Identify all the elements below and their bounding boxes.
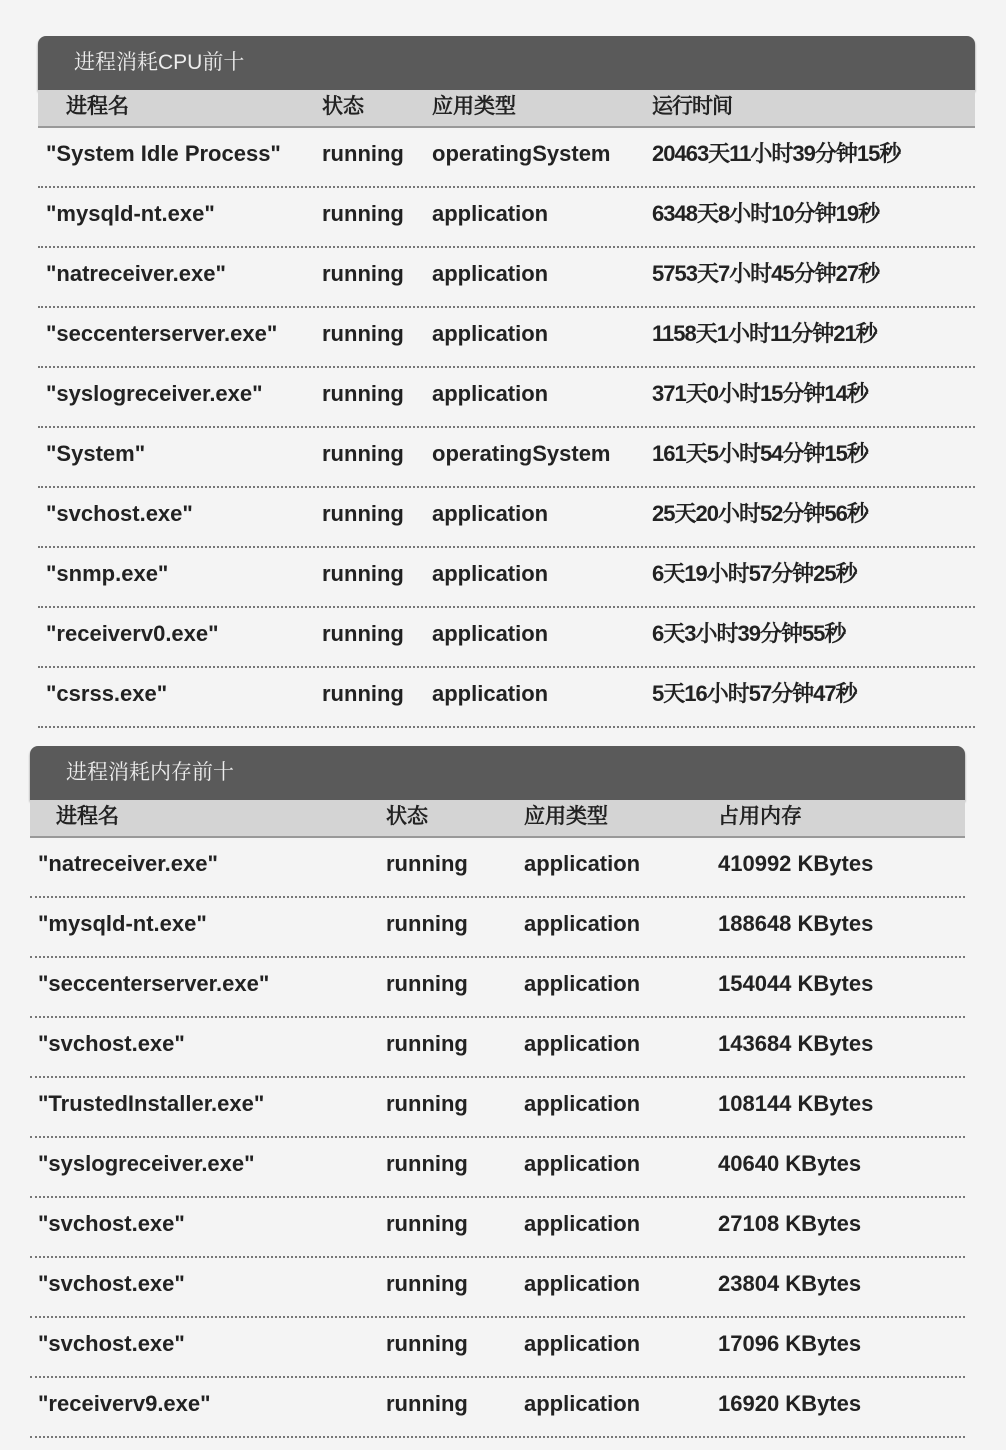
memory-top10-panel: [30, 746, 965, 1438]
cell-value: 410992 KBytes: [718, 851, 874, 876]
cell-process-name: "seccenterserver.exe": [38, 971, 270, 996]
cell-status: running: [322, 321, 404, 346]
table-row: [38, 308, 975, 368]
cell-process-name: "receiverv0.exe": [46, 621, 219, 646]
table-row: [38, 608, 975, 668]
table-body: [30, 838, 965, 1438]
cell-status: running: [322, 501, 404, 526]
table-row: [38, 128, 975, 188]
cell-process-name: "svchost.exe": [38, 1331, 185, 1356]
cell-status: running: [322, 561, 404, 586]
cell-value: 371天0小时15分钟14秒: [652, 381, 868, 406]
cell-app-type: application: [432, 681, 549, 706]
cell-app-type: application: [524, 851, 641, 876]
cell-app-type: operatingSystem: [432, 441, 611, 466]
cell-process-name: "svchost.exe": [38, 1271, 185, 1296]
cell-value: 154044 KBytes: [718, 971, 874, 996]
cell-app-type: application: [432, 381, 549, 406]
table-row: [30, 838, 965, 898]
table-row: [38, 548, 975, 608]
table-row: [30, 958, 965, 1018]
cell-process-name: "natreceiver.exe": [38, 851, 218, 876]
cell-status: running: [322, 681, 404, 706]
cell-value: 23804 KBytes: [718, 1271, 862, 1296]
table-row: [30, 1318, 965, 1378]
panel-title: 进程消耗CPU前十: [38, 36, 975, 90]
cell-status: running: [386, 1031, 468, 1056]
cell-process-name: "svchost.exe": [38, 1031, 185, 1056]
cell-process-name: "TrustedInstaller.exe": [38, 1091, 265, 1116]
cell-process-name: "syslogreceiver.exe": [38, 1151, 255, 1176]
cell-value: 108144 KBytes: [718, 1091, 874, 1116]
table-row: [30, 1258, 965, 1318]
header-value: 运行时间: [652, 95, 732, 118]
cell-value: 188648 KBytes: [718, 911, 874, 936]
cell-app-type: application: [432, 501, 549, 526]
header-app-type: 应用类型: [524, 805, 608, 828]
cell-status: running: [386, 1391, 468, 1416]
cell-process-name: "natreceiver.exe": [46, 261, 226, 286]
header-process-name: 进程名: [66, 95, 129, 118]
cell-app-type: application: [524, 1211, 641, 1236]
table-header: [38, 90, 975, 128]
table-row: [38, 488, 975, 548]
cell-process-name: "System Idle Process": [46, 141, 281, 166]
table-row: [30, 1078, 965, 1138]
cell-process-name: "seccenterserver.exe": [46, 321, 278, 346]
cpu-top10-panel: [38, 36, 975, 728]
cell-value: 161天5小时54分钟15秒: [652, 441, 868, 466]
cell-app-type: application: [524, 1151, 641, 1176]
cell-app-type: application: [524, 971, 641, 996]
cell-value: 143684 KBytes: [718, 1031, 874, 1056]
cell-value: 5天16小时57分钟47秒: [652, 681, 857, 706]
cell-status: running: [322, 381, 404, 406]
header-app-type: 应用类型: [432, 95, 516, 118]
cell-process-name: "snmp.exe": [46, 561, 169, 586]
cell-status: running: [322, 141, 404, 166]
cell-value: 6天3小时39分钟55秒: [652, 621, 846, 646]
cell-app-type: application: [524, 1091, 641, 1116]
table-header: [30, 800, 965, 838]
cell-process-name: "System": [46, 441, 146, 466]
table-row: [38, 188, 975, 248]
header-value: 占用内存: [718, 805, 802, 828]
table-row: [30, 1198, 965, 1258]
cell-value: 20463天11小时39分钟15秒: [652, 141, 901, 166]
table-row: [30, 898, 965, 958]
cell-status: running: [322, 261, 404, 286]
cell-status: running: [386, 851, 468, 876]
table-body: [38, 128, 975, 728]
cell-status: running: [322, 621, 404, 646]
cell-status: running: [386, 1271, 468, 1296]
cell-value: 17096 KBytes: [718, 1331, 862, 1356]
table-row: [30, 1378, 965, 1438]
header-status: 状态: [386, 805, 428, 828]
cell-app-type: application: [524, 1271, 641, 1296]
cell-process-name: "svchost.exe": [38, 1211, 185, 1236]
cell-status: running: [322, 201, 404, 226]
cell-status: running: [386, 1331, 468, 1356]
cell-app-type: application: [432, 261, 549, 286]
cell-app-type: application: [524, 1391, 641, 1416]
cell-app-type: application: [524, 911, 641, 936]
cell-value: 1158天1小时11分钟21秒: [652, 321, 877, 346]
cell-status: running: [386, 911, 468, 936]
table-row: [38, 248, 975, 308]
cell-app-type: application: [432, 621, 549, 646]
cell-value: 5753天7小时45分钟27秒: [652, 261, 880, 286]
header-status: 状态: [322, 95, 364, 118]
cell-process-name: "syslogreceiver.exe": [46, 381, 263, 406]
cell-app-type: operatingSystem: [432, 141, 611, 166]
cell-process-name: "csrss.exe": [46, 681, 168, 706]
cell-value: 6348天8小时10分钟19秒: [652, 201, 880, 226]
cell-process-name: "mysqld-nt.exe": [38, 911, 207, 936]
cell-value: 27108 KBytes: [718, 1211, 862, 1236]
cell-status: running: [386, 1151, 468, 1176]
cell-process-name: "mysqld-nt.exe": [46, 201, 215, 226]
cell-app-type: application: [432, 561, 549, 586]
table-row: [30, 1138, 965, 1198]
cell-process-name: "svchost.exe": [46, 501, 193, 526]
cell-value: 25天20小时52分钟56秒: [652, 501, 868, 526]
header-process-name: 进程名: [56, 805, 119, 828]
table-row: [38, 368, 975, 428]
cell-process-name: "receiverv9.exe": [38, 1391, 211, 1416]
cell-status: running: [386, 1091, 468, 1116]
cell-status: running: [386, 971, 468, 996]
panel-title: 进程消耗内存前十: [30, 746, 965, 800]
table-row: [38, 668, 975, 728]
cell-app-type: application: [432, 321, 549, 346]
cell-value: 40640 KBytes: [718, 1151, 862, 1176]
cell-value: 6天19小时57分钟25秒: [652, 561, 857, 586]
cell-status: running: [322, 441, 404, 466]
cell-value: 16920 KBytes: [718, 1391, 862, 1416]
table-row: [30, 1018, 965, 1078]
cell-status: running: [386, 1211, 468, 1236]
table-row: [38, 428, 975, 488]
cell-app-type: application: [432, 201, 549, 226]
cell-app-type: application: [524, 1331, 641, 1356]
cell-app-type: application: [524, 1031, 641, 1056]
